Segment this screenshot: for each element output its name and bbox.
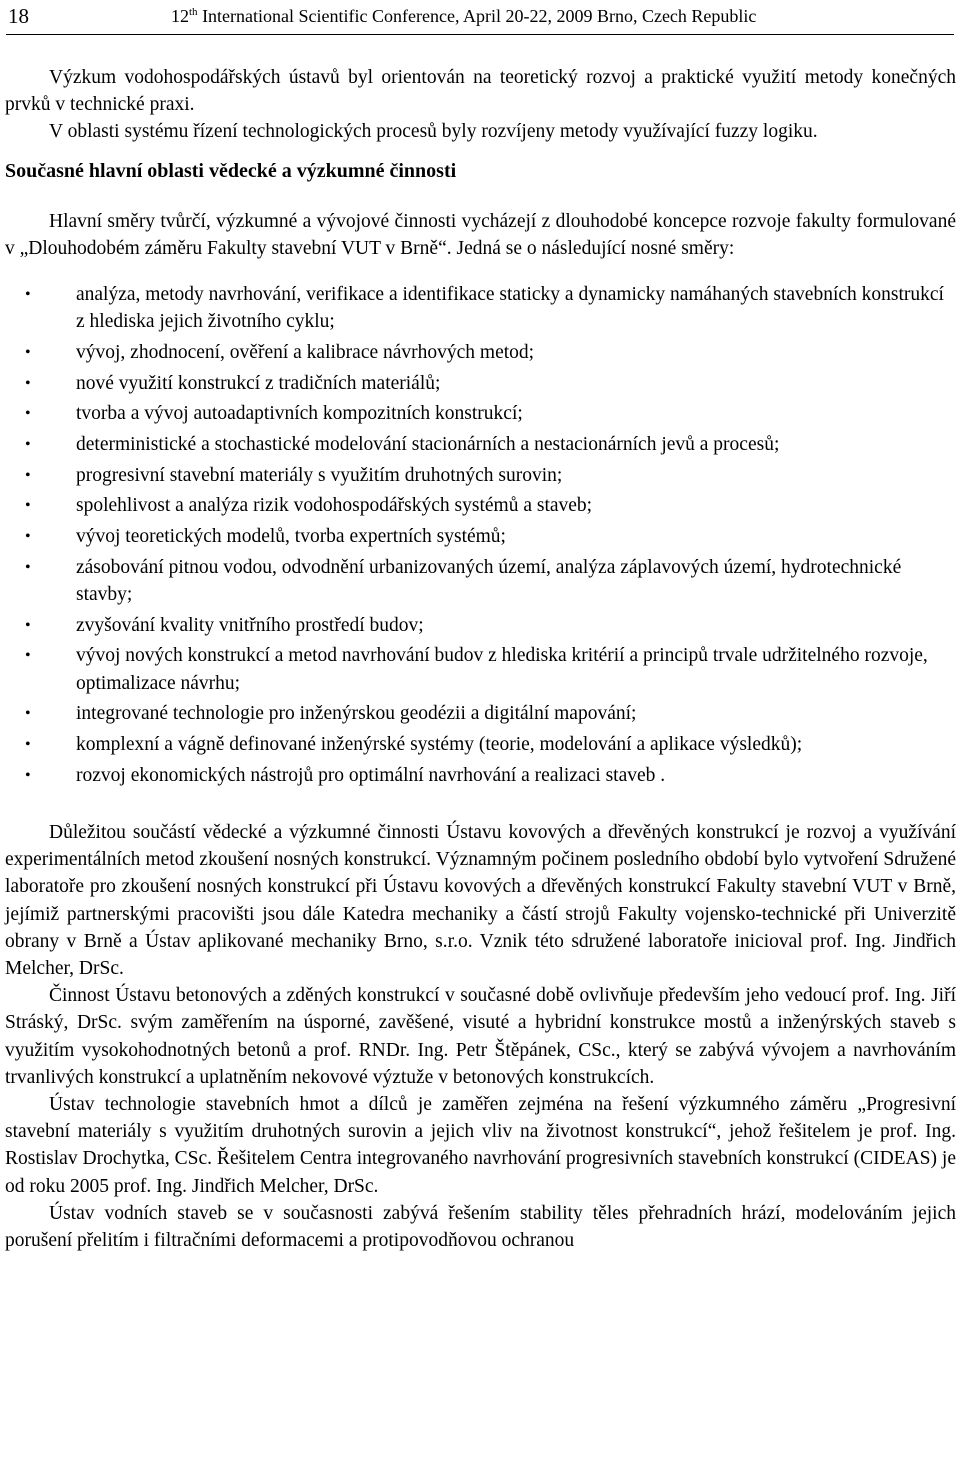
- bullet-icon: •: [25, 436, 31, 454]
- list-item-text: nové využití konstrukcí z tradičních materiálů;: [76, 372, 441, 394]
- list-item-text: zásobování pitnou vodou, odvodnění urbanizovaných území, analýza záplavových území, hydrotechnické stavby;: [76, 556, 902, 606]
- bullet-icon: •: [25, 497, 31, 515]
- list-item: [5, 492, 956, 519]
- list-item-text: integrované technologie pro inženýrskou geodézii a digitální mapování;: [76, 703, 637, 725]
- bullet-icon: •: [25, 343, 31, 361]
- intro-paragraph-1: Výzkum vodohospodářských ústavů byl orientován na teoretický rozvoj a praktické využití metody konečných prvků v technické praxi.: [5, 67, 956, 116]
- page-content: [5, 64, 956, 1254]
- bullet-icon: •: [25, 736, 31, 754]
- bullet-icon: •: [25, 466, 31, 484]
- list-item-text: vývoj nových konstrukcí a metod navrhování budov z hlediska kritérií a principů trvale udržitelného rozvoje, optimalizace návrhu;: [76, 645, 928, 694]
- bullet-icon: •: [25, 374, 31, 392]
- bullet-icon: •: [25, 528, 31, 546]
- bullet-icon: •: [25, 405, 31, 423]
- body-paragraph-4: Ústav vodních staveb se v současnosti zabývá řešením stability těles přehradních hrází, modelováním jejich porušení přelitím i filtračními deformacemi a protipovodňovou ochranou: [5, 1202, 956, 1252]
- conf-text: International Scientific Conference, April 20-22, 2009 Brno, Czech Republic: [197, 6, 757, 26]
- list-item-text: tvorba a vývoj autoadaptivních kompozitních konstrukcí;: [76, 403, 523, 425]
- list-item-text: spolehlivost a analýza rizik vodohospodářských systémů a staveb;: [76, 495, 593, 517]
- conf-ordinal: th: [189, 6, 198, 18]
- list-item: [5, 462, 956, 489]
- section-heading: Současné hlavní oblasti vědecké a výzkumné činnosti: [5, 159, 457, 182]
- body-paragraph-2: Činnost Ústavu betonových a zděných konstrukcí v současné době ovlivňuje především jeho vedoucí prof. Ing. Jiří Stráský, DrSc. svým zaměřením na úsporné, zavěšené, visuté a hybridní konstrukce mostů a inženýrských staveb s využitím vysokohodnotných betonů a prof. RNDr. Ing. Petr Štěpánek, CSc., který se zabývá vývojem a navrhováním trvanlivých konstrukcí a uplatněním nekovové výztuže v betonových konstrukcích.: [5, 985, 956, 1088]
- bullet-icon: •: [25, 616, 31, 634]
- list-item: [5, 642, 956, 696]
- list-item-text: analýza, metody navrhování, verifikace a identifikace staticky a dynamicky namáhaných stavebních konstrukcí z hlediska jejich životního cyklu;: [76, 284, 944, 333]
- intro-paragraph-2: V oblasti systému řízení technologických procesů byly rozvíjeny metody využívající fuzzy logiku.: [49, 121, 818, 143]
- research-directions-list: [5, 281, 956, 789]
- list-item: [5, 762, 956, 789]
- list-item: [5, 370, 956, 397]
- list-item-text: progresivní stavební materiály s využitím druhotných surovin;: [76, 464, 563, 486]
- conf-number: 12: [171, 6, 189, 26]
- bullet-icon: •: [25, 705, 31, 723]
- list-item-text: komplexní a vágně definované inženýrské systémy (teorie, modelování a aplikace výsledků);: [76, 734, 803, 756]
- list-item: [5, 431, 956, 458]
- conference-title: [171, 6, 756, 27]
- body-paragraph-1: Důležitou součástí vědecké a výzkumné činnosti Ústavu kovových a dřevěných konstrukcí je rozvoj a využívání experimentálních metod zkoušení nosných konstrukcí. Významným počinem posledního období bylo vytvoření Sdružené laboratoře pro zkoušení nosných konstrukcí při Ústavu kovových a dřevěných konstrukcí Fakulty stavební VUT v Brně, jejímiž partnerskými pracovišti jsou dále Katedra mechaniky a částí strojů Fakulty vojensko-technické při Univerzitě obrany v Brně a Ústav aplikované mechaniky Brno, s.r.o. Vznik této sdružené laboratoře inicioval prof. Ing. Jindřich Melcher, DrSc.: [5, 821, 956, 979]
- list-item: [5, 523, 956, 550]
- bullet-icon: •: [25, 647, 31, 665]
- list-item: [5, 554, 956, 608]
- list-item: [5, 612, 956, 639]
- bullet-icon: •: [25, 766, 31, 784]
- body-paragraph-3: Ústav technologie stavebních hmot a dílců je zaměřen zejména na řešení výzkumného záměru „Progresivní stavební materiály s využitím druhotných surovin a jejich vliv na životnost konstrukcí“, jehož řešitelem je prof. Ing. Rostislav Drochytka, CSc. Řešitelem Centra integrovaného navrhování progresivních stavebních konstrukcí (CIDEAS) je od roku 2005 prof. Ing. Jindřich Melcher, DrSc.: [5, 1094, 956, 1197]
- list-item-text: vývoj teoretických modelů, tvorba expertních systémů;: [76, 526, 506, 548]
- bullet-icon: •: [25, 558, 31, 576]
- list-item-text: vývoj, zhodnocení, ověření a kalibrace návrhových metod;: [76, 341, 535, 363]
- list-item: [5, 339, 956, 366]
- list-item: [5, 700, 956, 727]
- list-item-text: zvyšování kvality vnitřního prostředí budov;: [76, 614, 424, 636]
- list-item-text: deterministické a stochastické modelování stacionárních a nestacionárních jevů a procesů;: [76, 434, 780, 456]
- list-item-text: rozvoj ekonomických nástrojů pro optimální navrhování a realizaci staveb .: [76, 764, 666, 786]
- page-number: 18: [8, 4, 29, 28]
- bullet-icon: •: [25, 286, 31, 304]
- list-item: [5, 281, 956, 335]
- list-item: [5, 731, 956, 758]
- lead-paragraph: Hlavní směry tvůrčí, výzkumné a vývojové činnosti vycházejí z dlouhodobé koncepce rozvoje fakulty formulované v „Dlouhodobém záměru Fakulty stavební VUT v Brně“. Jedná se o následující nosné směry:: [5, 210, 956, 259]
- page-header: [6, 2, 954, 35]
- list-item: [5, 400, 956, 427]
